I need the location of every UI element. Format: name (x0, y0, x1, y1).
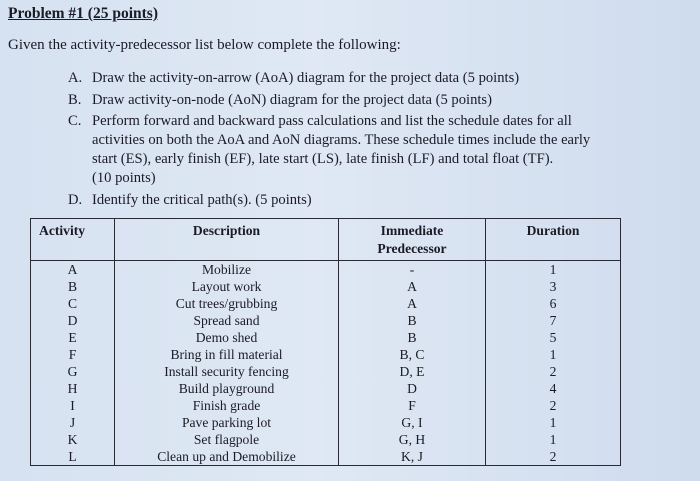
task-letter: C. (68, 113, 82, 129)
task-letter: D. (68, 192, 83, 208)
cell-activity: K (31, 431, 115, 448)
cell-predecessor: D, E (339, 363, 486, 380)
table-row (31, 295, 621, 312)
task-text: activities on both the AoA and AoN diagrams. These schedule times include the early (92, 132, 591, 148)
cell-predecessor: D (339, 380, 486, 397)
cell-duration: 1 (486, 414, 621, 431)
cell-duration: 1 (486, 261, 621, 279)
cell-duration: 6 (486, 295, 621, 312)
cell-activity: B (31, 278, 115, 295)
table-row (31, 414, 621, 431)
task-text: (10 points) (92, 170, 156, 186)
problem-title: Problem #1 (25 points) (8, 5, 158, 22)
cell-duration: 4 (486, 380, 621, 397)
cell-description: Spread sand (115, 312, 339, 329)
column-header-description: Description (115, 219, 339, 261)
cell-description: Finish grade (115, 397, 339, 414)
cell-duration: 3 (486, 278, 621, 295)
cell-duration: 1 (486, 346, 621, 363)
cell-predecessor: - (339, 261, 486, 279)
cell-duration: 2 (486, 448, 621, 466)
activity-table (30, 218, 621, 466)
cell-activity: A (31, 261, 115, 279)
cell-predecessor: F (339, 397, 486, 414)
table-row (31, 346, 621, 363)
cell-duration: 2 (486, 363, 621, 380)
task-text: start (ES), early finish (EF), late start (LS), late finish (LF) and total float (TF). (92, 151, 554, 167)
task-text: Draw the activity-on-arrow (AoA) diagram for the project data (5 points) (92, 70, 520, 86)
cell-duration: 1 (486, 431, 621, 448)
cell-activity: F (31, 346, 115, 363)
cell-activity: I (31, 397, 115, 414)
column-header-activity: Activity (31, 219, 115, 261)
task-text: Draw activity-on-node (AoN) diagram for the project data (5 points) (92, 92, 492, 108)
table-row (31, 363, 621, 380)
cell-description: Layout work (115, 278, 339, 295)
cell-duration: 7 (486, 312, 621, 329)
cell-predecessor: A (339, 278, 486, 295)
table-body (31, 261, 621, 466)
cell-duration: 2 (486, 397, 621, 414)
column-header-duration: Duration (486, 219, 621, 261)
column-header-predecessor (339, 219, 486, 261)
cell-activity: H (31, 380, 115, 397)
cell-predecessor: A (339, 295, 486, 312)
cell-description: Build playground (115, 380, 339, 397)
cell-description: Clean up and Demobilize (115, 448, 339, 466)
table-row (31, 312, 621, 329)
cell-description: Pave parking lot (115, 414, 339, 431)
cell-description: Cut trees/grubbing (115, 295, 339, 312)
cell-description: Demo shed (115, 329, 339, 346)
table-row (31, 278, 621, 295)
task-text: Identify the critical path(s). (5 points) (92, 192, 312, 208)
cell-activity: E (31, 329, 115, 346)
task-text: Perform forward and backward pass calculations and list the schedule dates for all (92, 113, 572, 129)
cell-predecessor: B, C (339, 346, 486, 363)
table-row (31, 329, 621, 346)
cell-description: Mobilize (115, 261, 339, 279)
cell-duration: 5 (486, 329, 621, 346)
cell-activity: L (31, 448, 115, 466)
header-line: Predecessor (377, 241, 447, 256)
table-row (31, 448, 621, 466)
cell-activity: C (31, 295, 115, 312)
cell-predecessor: G, I (339, 414, 486, 431)
cell-activity: D (31, 312, 115, 329)
table-row (31, 397, 621, 414)
cell-description: Bring in fill material (115, 346, 339, 363)
cell-activity: J (31, 414, 115, 431)
problem-intro: Given the activity-predecessor list below complete the following: (8, 37, 401, 53)
cell-description: Set flagpole (115, 431, 339, 448)
cell-predecessor: B (339, 312, 486, 329)
cell-predecessor: K, J (339, 448, 486, 466)
table-row (31, 261, 621, 279)
table-row (31, 380, 621, 397)
header-line: Immediate (380, 223, 444, 238)
table-header-row (31, 219, 621, 261)
task-letter: B. (68, 92, 82, 108)
table-row (31, 431, 621, 448)
cell-predecessor: G, H (339, 431, 486, 448)
cell-description: Install security fencing (115, 363, 339, 380)
cell-predecessor: B (339, 329, 486, 346)
task-letter: A. (68, 70, 83, 86)
cell-activity: G (31, 363, 115, 380)
